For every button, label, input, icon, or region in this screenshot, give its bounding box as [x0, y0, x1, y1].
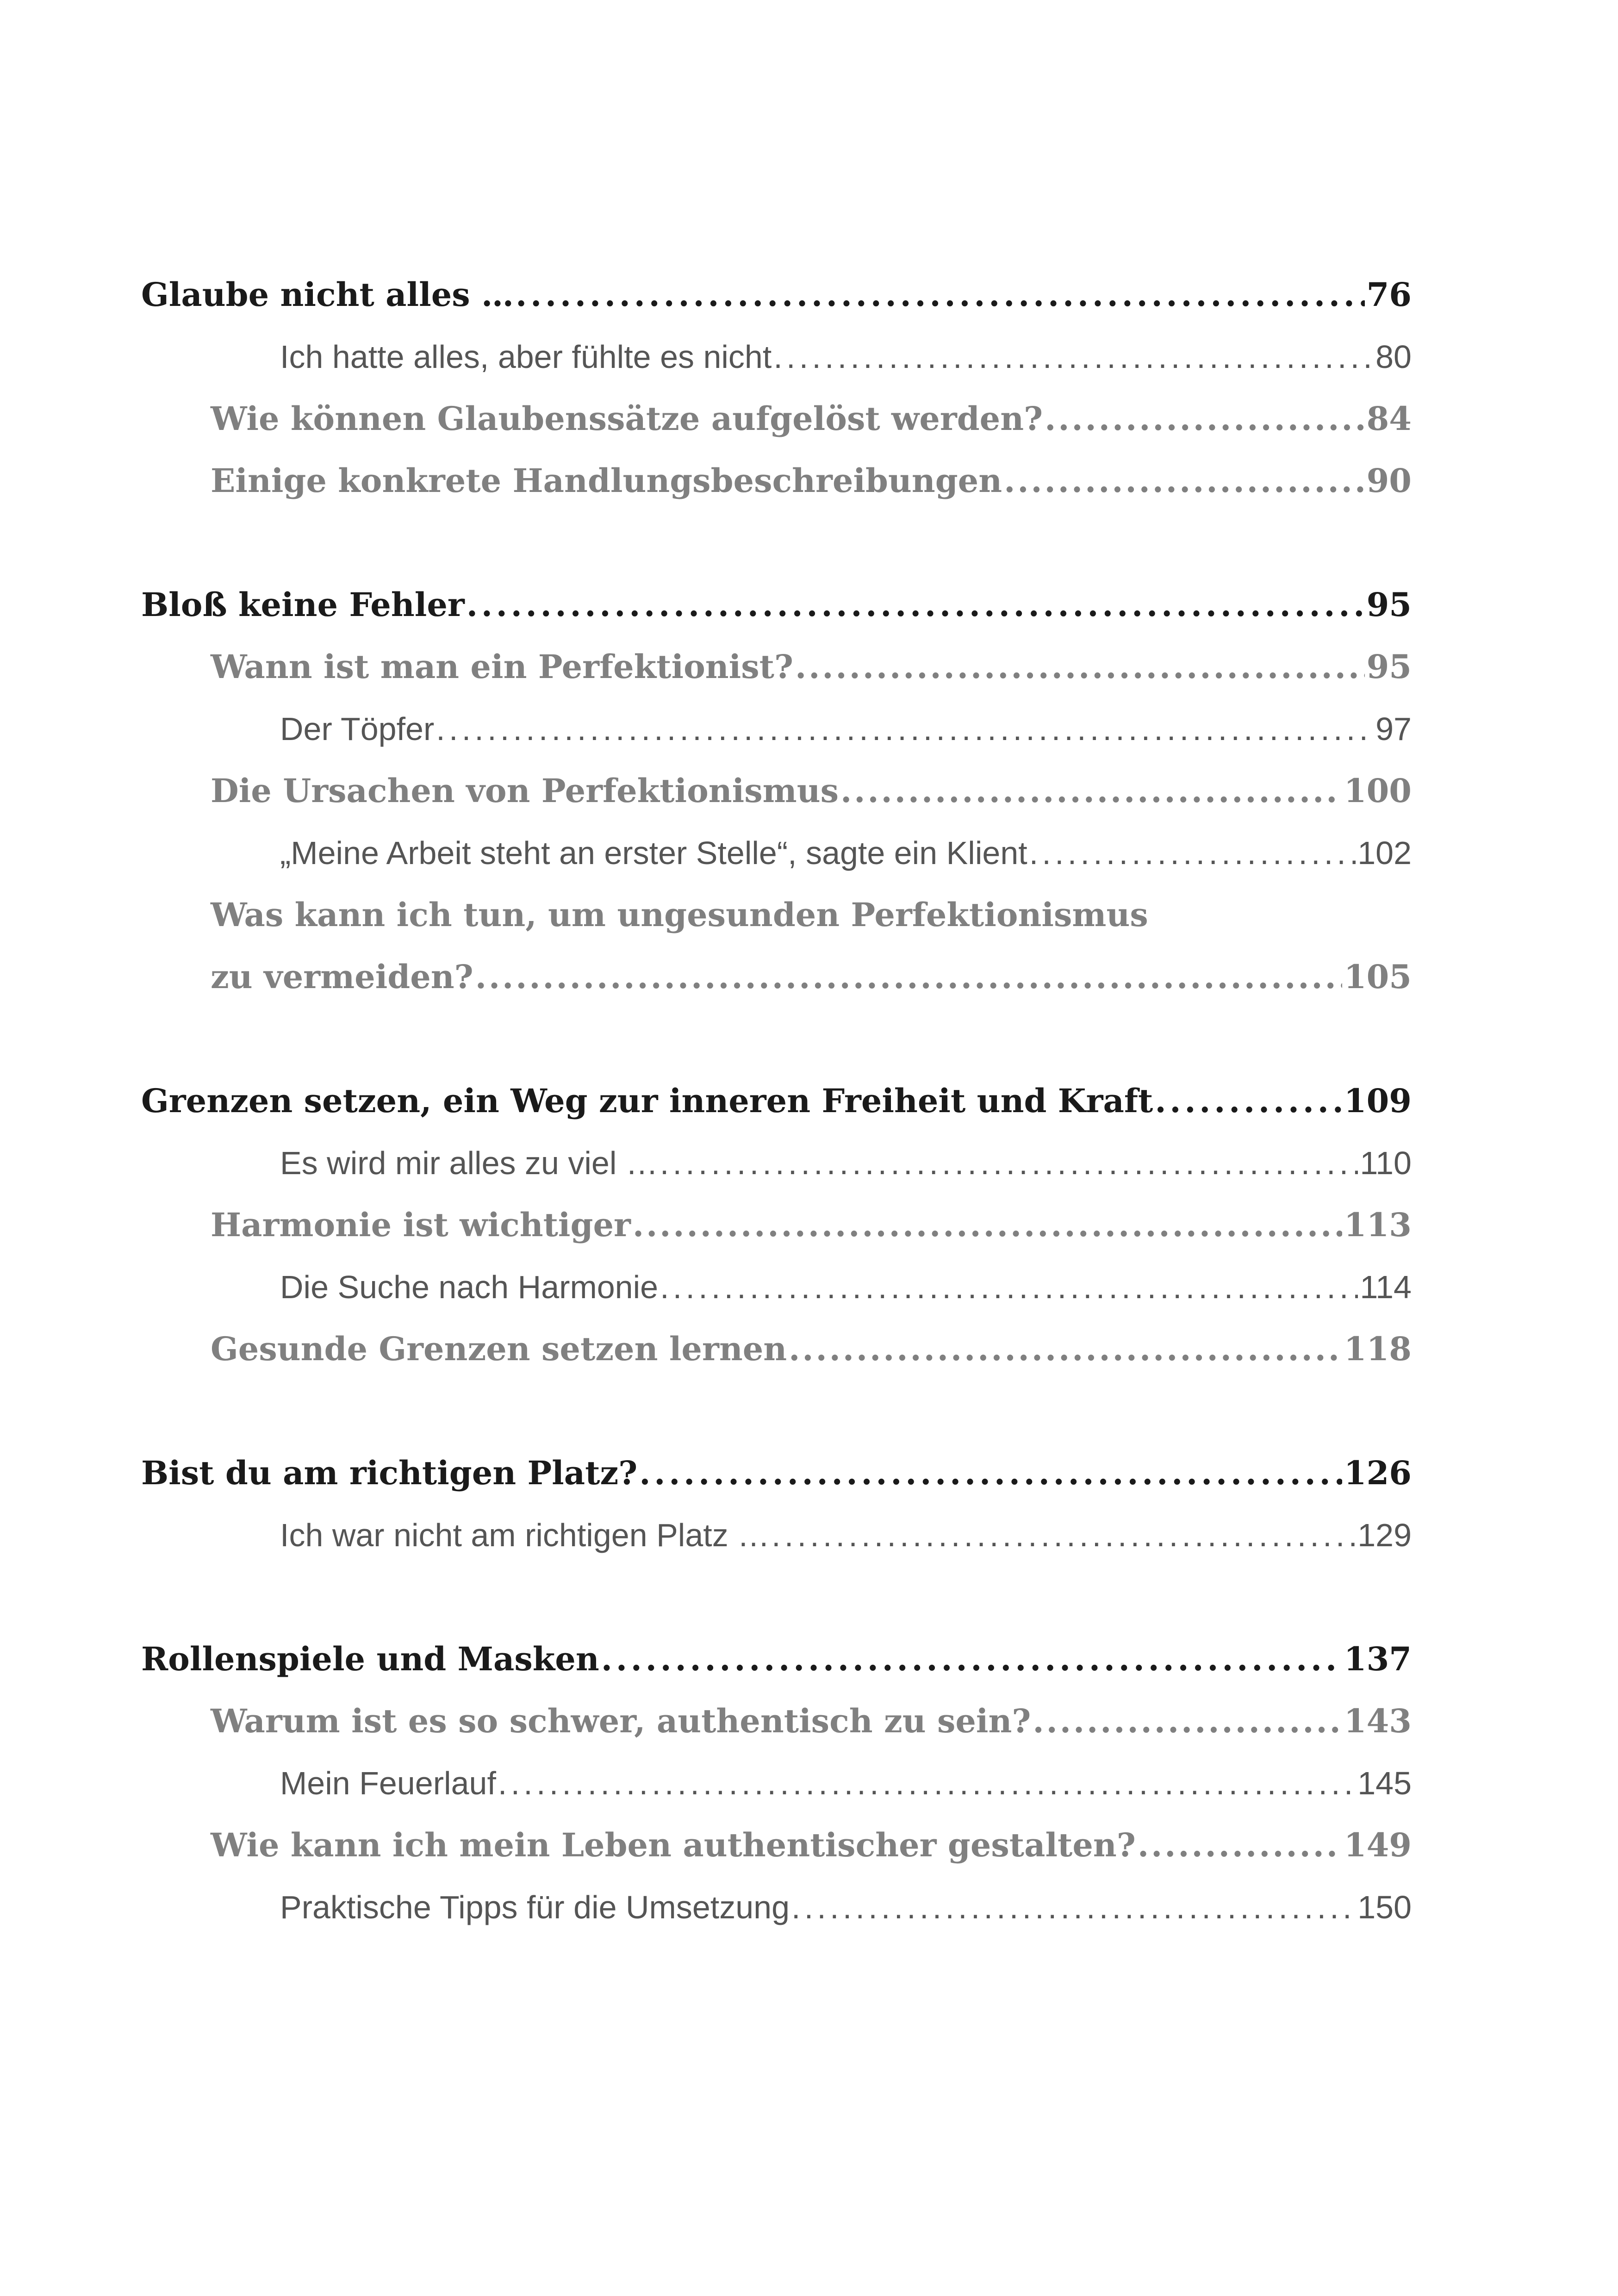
toc-entry-page: 76 — [1366, 275, 1412, 314]
dot-leader — [1004, 450, 1364, 512]
table-of-contents — [141, 264, 1412, 1938]
toc-chapter-entry — [141, 1070, 1412, 1132]
toc-entry-title: Warum ist es so schwer, authentisch zu sein? — [211, 1702, 1031, 1740]
toc-entry-title: Wie können Glaubenssätze aufgelöst werden? — [211, 399, 1043, 438]
toc-entry-page: 102 — [1357, 835, 1412, 871]
toc-entry-title: Ich war nicht am richtigen Platz … — [280, 1517, 770, 1553]
toc-entry-page: 109 — [1344, 1082, 1412, 1120]
toc-entry-title-line: Was kann ich tun, um ungesunden Perfektionismus — [211, 896, 1148, 934]
toc-subchapter-entry — [211, 636, 1412, 698]
toc-entry-page: 97 — [1375, 711, 1412, 747]
dot-leader — [1033, 1690, 1342, 1752]
toc-entry-title: Bloß keine Fehler — [141, 585, 465, 624]
toc-entry-title: Wie kann ich mein Leben authentischer gestalten? — [211, 1826, 1136, 1864]
toc-entry-page: 100 — [1344, 772, 1412, 810]
toc-chapter-entry — [141, 574, 1412, 636]
toc-subchapter-entry — [211, 388, 1412, 450]
toc-entry-title: „Meine Arbeit steht an erster Stelle“, sagte ein Klient — [280, 835, 1027, 871]
toc-entry-page: 80 — [1375, 339, 1412, 375]
section-spacer — [141, 1566, 1412, 1628]
toc-entry-page: 137 — [1344, 1640, 1412, 1678]
toc-entry-page: 84 — [1366, 399, 1412, 438]
toc-entry-page: 90 — [1366, 461, 1412, 500]
dot-leader — [633, 1194, 1342, 1256]
toc-entry-title: Die Suche nach Harmonie — [280, 1269, 659, 1305]
section-spacer — [141, 1008, 1412, 1070]
dot-leader — [639, 1442, 1342, 1504]
dot-leader — [467, 574, 1365, 636]
toc-subchapter-entry — [211, 1318, 1412, 1380]
toc-entry-page: 143 — [1344, 1702, 1412, 1740]
toc-entry-page: 114 — [1360, 1269, 1412, 1305]
toc-entry-page: 110 — [1360, 1145, 1412, 1181]
toc-entry-page: 150 — [1357, 1889, 1412, 1925]
toc-chapter-entry — [141, 1442, 1412, 1504]
toc-entry-title: Glaube nicht alles … — [141, 275, 514, 314]
dot-leader — [436, 698, 1374, 760]
toc-entry-title: Rollenspiele und Masken — [141, 1640, 599, 1678]
toc-entry-page: 113 — [1344, 1206, 1412, 1244]
toc-story-entry — [280, 698, 1412, 760]
dot-leader — [789, 1318, 1342, 1380]
dot-leader — [791, 1876, 1356, 1938]
dot-leader — [795, 636, 1365, 698]
toc-entry-title: Die Ursachen von Perfektionismus — [211, 772, 839, 810]
toc-entry-title: Gesunde Grenzen setzen lernen — [211, 1330, 787, 1368]
toc-entry-title: Einige konkrete Handlungsbeschreibungen — [211, 461, 1002, 500]
dot-leader — [475, 946, 1342, 1008]
dot-leader — [1138, 1814, 1342, 1876]
dot-leader — [1029, 822, 1356, 884]
dot-leader — [516, 264, 1365, 326]
dot-leader — [1155, 1070, 1342, 1132]
toc-entry-title: zu vermeiden? — [211, 958, 473, 996]
toc-entry-title: Bist du am richtigen Platz? — [141, 1454, 638, 1492]
dot-leader — [660, 1256, 1358, 1318]
toc-entry-page: 126 — [1344, 1454, 1412, 1492]
toc-subchapter-entry — [211, 1814, 1412, 1876]
toc-entry-title: Grenzen setzen, ein Weg zur inneren Freiheit und Kraft — [141, 1082, 1153, 1120]
dot-leader — [1045, 388, 1364, 450]
toc-entry-page: 95 — [1366, 585, 1412, 624]
dot-leader — [840, 760, 1342, 822]
toc-story-entry — [280, 326, 1412, 388]
toc-story-entry — [280, 822, 1412, 884]
toc-entry-page: 105 — [1344, 958, 1412, 996]
toc-story-entry — [280, 1504, 1412, 1566]
toc-chapter-entry — [141, 264, 1412, 326]
toc-entry-title: Ich hatte alles, aber fühlte es nicht — [280, 339, 772, 375]
dot-leader — [498, 1752, 1356, 1814]
toc-entry-title: Harmonie ist wichtiger — [211, 1206, 631, 1244]
toc-subchapter-entry — [211, 450, 1412, 512]
dot-leader — [773, 326, 1374, 388]
toc-subchapter-entry — [211, 1194, 1412, 1256]
dot-leader — [772, 1504, 1356, 1566]
dot-leader — [601, 1628, 1342, 1690]
toc-story-entry — [280, 1752, 1412, 1814]
toc-entry-page: 118 — [1344, 1330, 1412, 1368]
toc-subchapter-entry — [211, 946, 1412, 1008]
toc-subchapter-entry — [211, 760, 1412, 822]
toc-entry-page: 149 — [1344, 1826, 1412, 1864]
section-spacer — [141, 1380, 1412, 1442]
toc-entry-title: Mein Feuerlauf — [280, 1765, 496, 1801]
toc-entry-title: Der Töpfer — [280, 711, 435, 747]
toc-entry-page: 95 — [1366, 647, 1412, 686]
toc-chapter-entry — [141, 1628, 1412, 1690]
section-spacer — [141, 512, 1412, 574]
toc-entry-title: Wann ist man ein Perfektionist? — [211, 647, 794, 686]
toc-entry-page: 129 — [1357, 1517, 1412, 1553]
toc-story-entry — [280, 1876, 1412, 1938]
toc-entry-title: Praktische Tipps für die Umsetzung — [280, 1889, 790, 1925]
toc-story-entry — [280, 1132, 1412, 1194]
dot-leader — [660, 1132, 1358, 1194]
toc-entry-title: Es wird mir alles zu viel … — [280, 1145, 658, 1181]
toc-subchapter-entry — [211, 1690, 1412, 1752]
toc-entry-page: 145 — [1357, 1765, 1412, 1801]
toc-story-entry — [280, 1256, 1412, 1318]
